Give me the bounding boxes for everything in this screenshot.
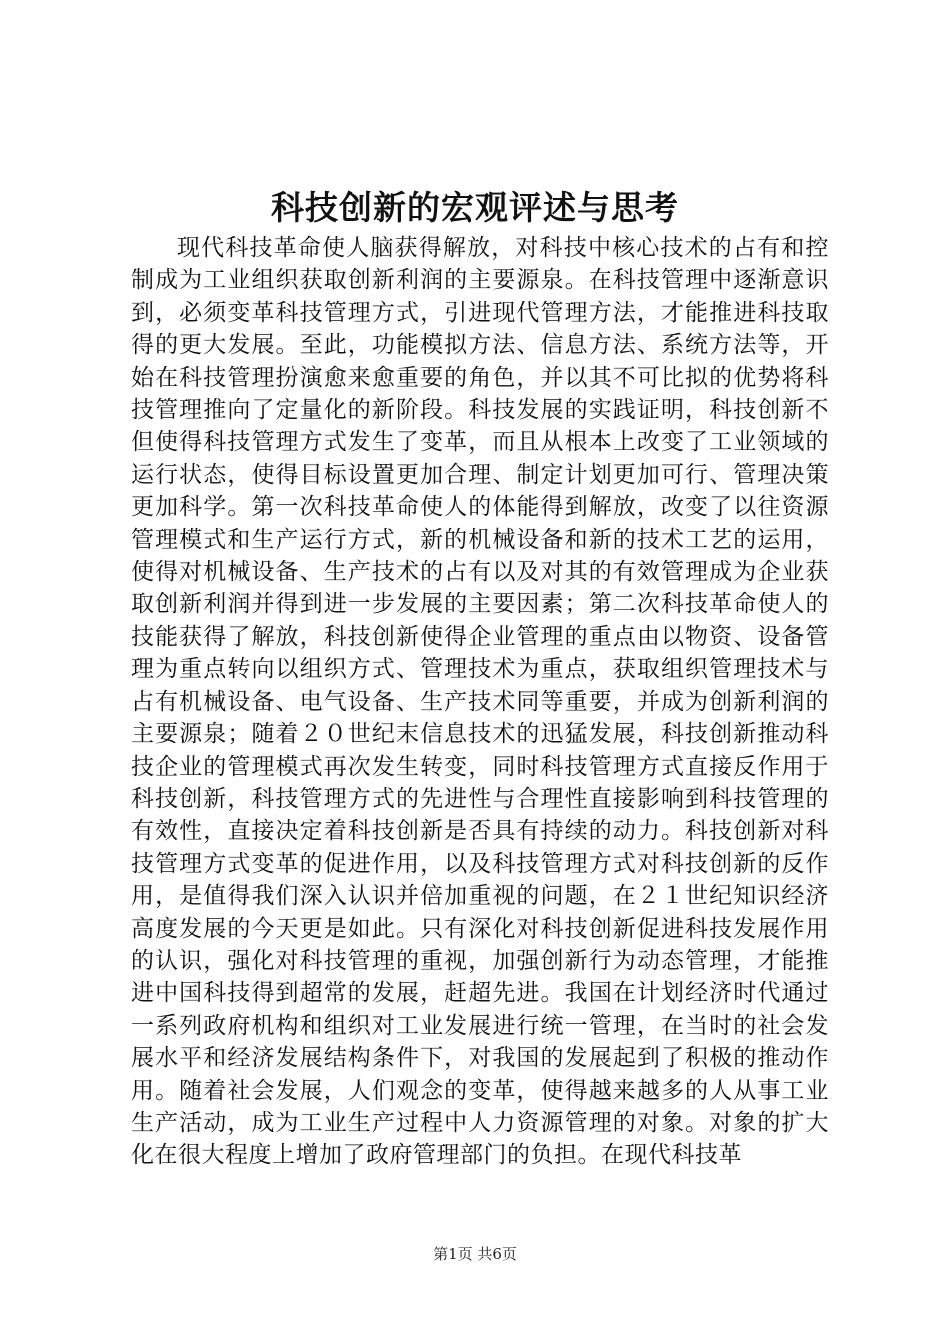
- body-paragraph: 现代科技革命使人脑获得解放，对科技中核心技术的占有和控制成为工业组织获取创新利润的主要源泉。在科技管理中逐渐意识到，必须变革科技管理方式，引进现代管理方法，才能推进科技取得的更大发展。至此，功能模拟方法、信息方法、系统方法等，开始在科技管理扮演愈来愈重要的角色，并以其不可比拟的优势将科技管理推向了定量化的新阶段。科技发展的实践证明，科技创新不但使得科技管理方式发生了变革，而且从根本上改变了工业领域的运行状态，使得目标设置更加合理、制定计划更加可行、管理决策更加科学。第一次科技革命使人的体能得到解放，改变了以往资源管理模式和生产运行方式，新的机械设备和新的技术工艺的运用，使得对机械设备、生产技术的占有以及对其的有效管理成为企业获取创新利润并得到进一步发展的主要因素；第二次科技革命使人的技能获得了解放，科技创新使得企业管理的重点由以物资、设备管理为重点转向以组织方式、管理技术为重点，获取组织管理技术与占有机械设备、电气设备、生产技术同等重要，并成为创新利润的主要源泉；随着２０世纪末信息技术的迅猛发展，科技创新推动科技企业的管理模式再次发生转变，同时科技管理方式直接反作用于科技创新，科技管理方式的先进性与合理性直接影响到科技管理的有效性，直接决定着科技创新是否具有持续的动力。科技创新对科技管理方式变革的促进作用，以及科技管理方式对科技创新的反作用，是值得我们深入认识并倍加重视的问题，在２１世纪知识经济高度发展的今天更是如此。只有深化对科技创新促进科技发展作用的认识，强化对科技管理的重视，加强创新行为动态管理，才能推进中国科技得到超常的发展，赶超先进。我国在计划经济时代通过一系列政府机构和组织对工业发展进行统一管理，在当时的社会发展水平和经济发展结构条件下，对我国的发展起到了积极的推动作用。随着社会发展，人们观念的变革，使得越来越多的人从事工业生产活动，成为工业生产过程中人力资源管理的对象。对象的扩大化在很大程度上增加了政府管理部门的负担。在现代科技革: [131, 235, 829, 1169]
- document-title: 科技创新的宏观评述与思考: [271, 188, 679, 227]
- page-footer: 第1页 共6页: [433, 1245, 517, 1263]
